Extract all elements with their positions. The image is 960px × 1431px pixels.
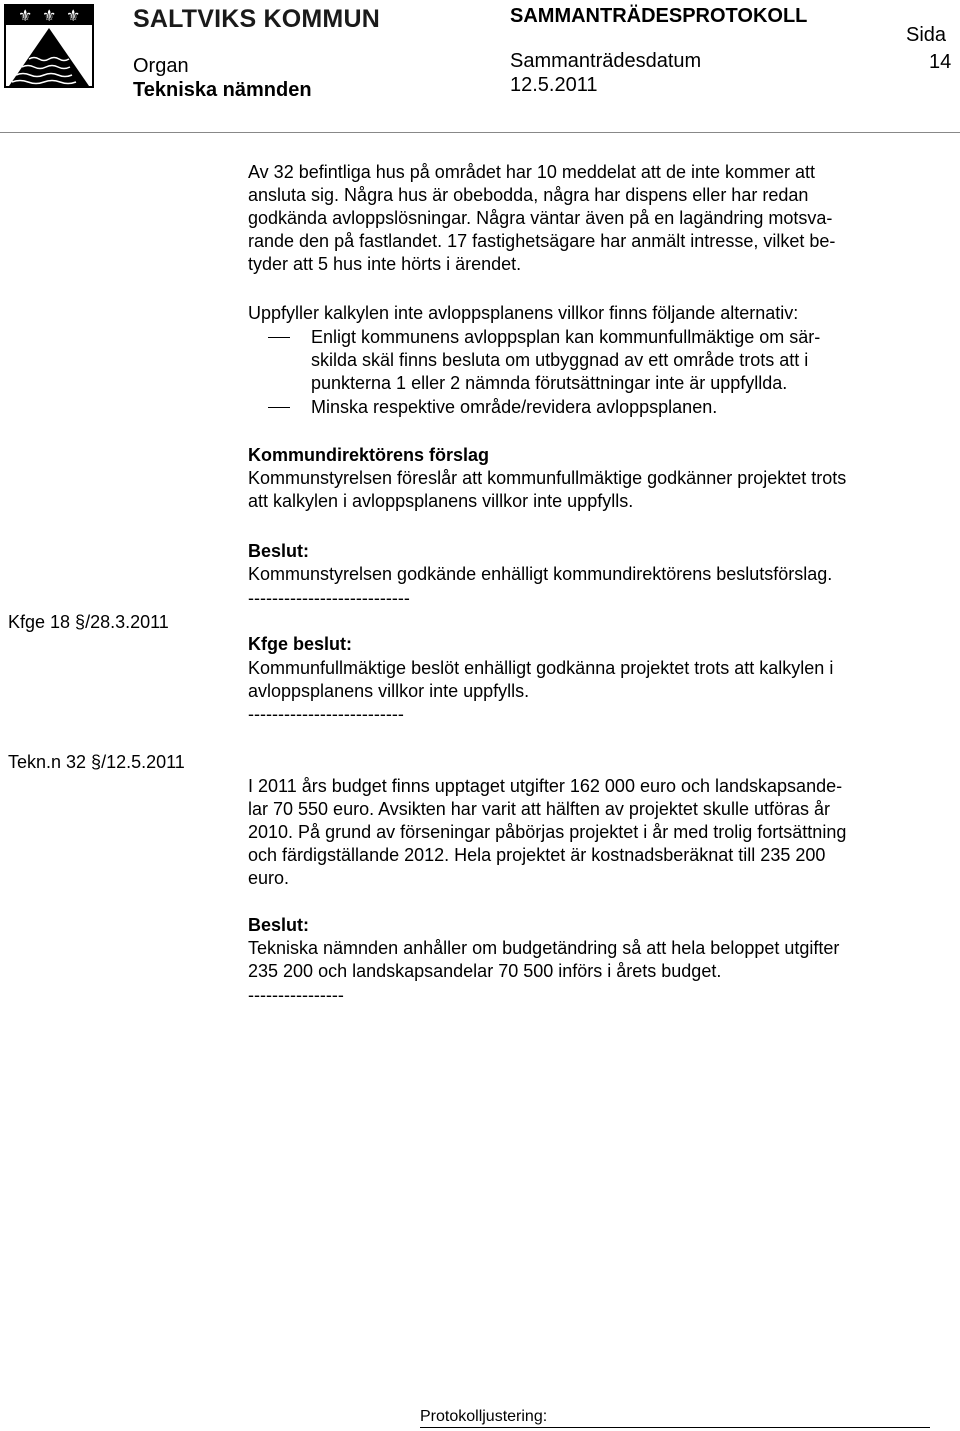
- text-line: 235 200 och landskapsandelar 70 500 införs i årets budget.: [248, 961, 722, 981]
- page-number: 14: [929, 51, 952, 73]
- budget-paragraph: [248, 775, 948, 890]
- svg-text:⚜: ⚜: [18, 6, 33, 25]
- organ-label: Organ: [133, 55, 189, 77]
- document-type: SAMMANTRÄDESPROTOKOLL: [510, 5, 808, 27]
- organ-value: Tekniska nämnden: [133, 79, 312, 101]
- council-decision-text: [248, 657, 948, 703]
- text-line: Kommunfullmäktige beslöt enhälligt godkänna projektet trots att kalkylen i: [248, 658, 834, 678]
- text-line: Av 32 befintliga hus på området har 10 meddelat att de inte kommer att: [248, 162, 815, 182]
- paragraph-alternatives-intro: Uppfyller kalkylen inte avloppsplanens villkor finns följande alternativ:: [248, 303, 799, 323]
- list-item-alternative-1: [311, 326, 911, 395]
- text-line: godkända avloppslösningar. Några väntar även på en lagändring motsva-: [248, 208, 833, 228]
- decision-heading: Beslut:: [248, 915, 310, 935]
- text-line: skilda skäl finns besluta om utbyggnad av ett område trots att i: [311, 350, 809, 370]
- text-line: avloppsplanens villkor inte uppfylls.: [248, 681, 530, 701]
- signature-line: [420, 1427, 930, 1428]
- municipality-name: SALTVIKS KOMMUN: [133, 5, 380, 33]
- council-reference: Kfge 18 §/28.3.2011: [8, 612, 169, 632]
- proposal-text: [248, 467, 948, 513]
- decision-text: [248, 937, 948, 983]
- separator-line: ---------------------------: [248, 588, 410, 608]
- text-line: Enligt kommunens avloppsplan kan kommunfullmäktige om sär-: [311, 327, 821, 347]
- list-dash-marker: [268, 337, 290, 338]
- decision-text: Kommunstyrelsen godkände enhälligt kommundirektörens beslutsförslag.: [248, 564, 833, 584]
- list-item-alternative-2: Minska respektive område/revidera avloppsplanen.: [311, 397, 718, 417]
- text-line: Kommunstyrelsen föreslår att kommunfullmäktige godkänner projektet trots: [248, 468, 847, 488]
- svg-text:⚜: ⚜: [42, 6, 57, 25]
- text-line: att kalkylen i avloppsplanens villkor inte uppfylls.: [248, 491, 634, 511]
- council-decision-heading: Kfge beslut:: [248, 634, 353, 654]
- technical-board-reference: Tekn.n 32 §/12.5.2011: [8, 752, 185, 772]
- text-line: ansluta sig. Några hus är obebodda, några har dispens eller har redan: [248, 185, 809, 205]
- separator-line: --------------------------: [248, 704, 404, 724]
- svg-text:⚜: ⚜: [66, 6, 81, 25]
- proposal-heading: Kommundirektörens förslag: [248, 445, 490, 465]
- text-line: Tekniska nämnden anhåller om budgetändring så att hela beloppet utgifter: [248, 938, 840, 958]
- municipal-crest-logo: [4, 4, 94, 88]
- list-dash-marker: [268, 407, 290, 408]
- separator-line: ----------------: [248, 985, 344, 1005]
- text-line: euro.: [248, 868, 290, 888]
- meeting-date-label: Sammanträdesdatum: [510, 50, 702, 72]
- text-line: 2010. På grund av förseningar påbörjas projektet i år med trolig fortsättning: [248, 822, 847, 842]
- text-line: I 2011 års budget finns upptaget utgifter 162 000 euro och landskapsande-: [248, 776, 843, 796]
- header-divider: [0, 132, 960, 133]
- text-line: tyder att 5 hus inte hörts i ärendet.: [248, 254, 522, 274]
- paragraph-connections: [248, 161, 948, 276]
- protocol-adjustment-label: Protokolljustering:: [420, 1408, 548, 1425]
- text-line: och färdigställande 2012. Hela projektet är kostnadsberäknat till 235 200: [248, 845, 826, 865]
- text-line: lar 70 550 euro. Avsikten har varit att hälften av projektet skulle utföras år: [248, 799, 830, 819]
- page-label: Sida: [906, 24, 947, 46]
- text-line: punkterna 1 eller 2 nämnda förutsättningar inte är uppfyllda.: [311, 373, 788, 393]
- text-line: rande den på fastlandet. 17 fastighetsägare har anmält intresse, vilket be-: [248, 231, 836, 251]
- meeting-date: 12.5.2011: [510, 74, 598, 96]
- decision-heading: Beslut:: [248, 541, 310, 561]
